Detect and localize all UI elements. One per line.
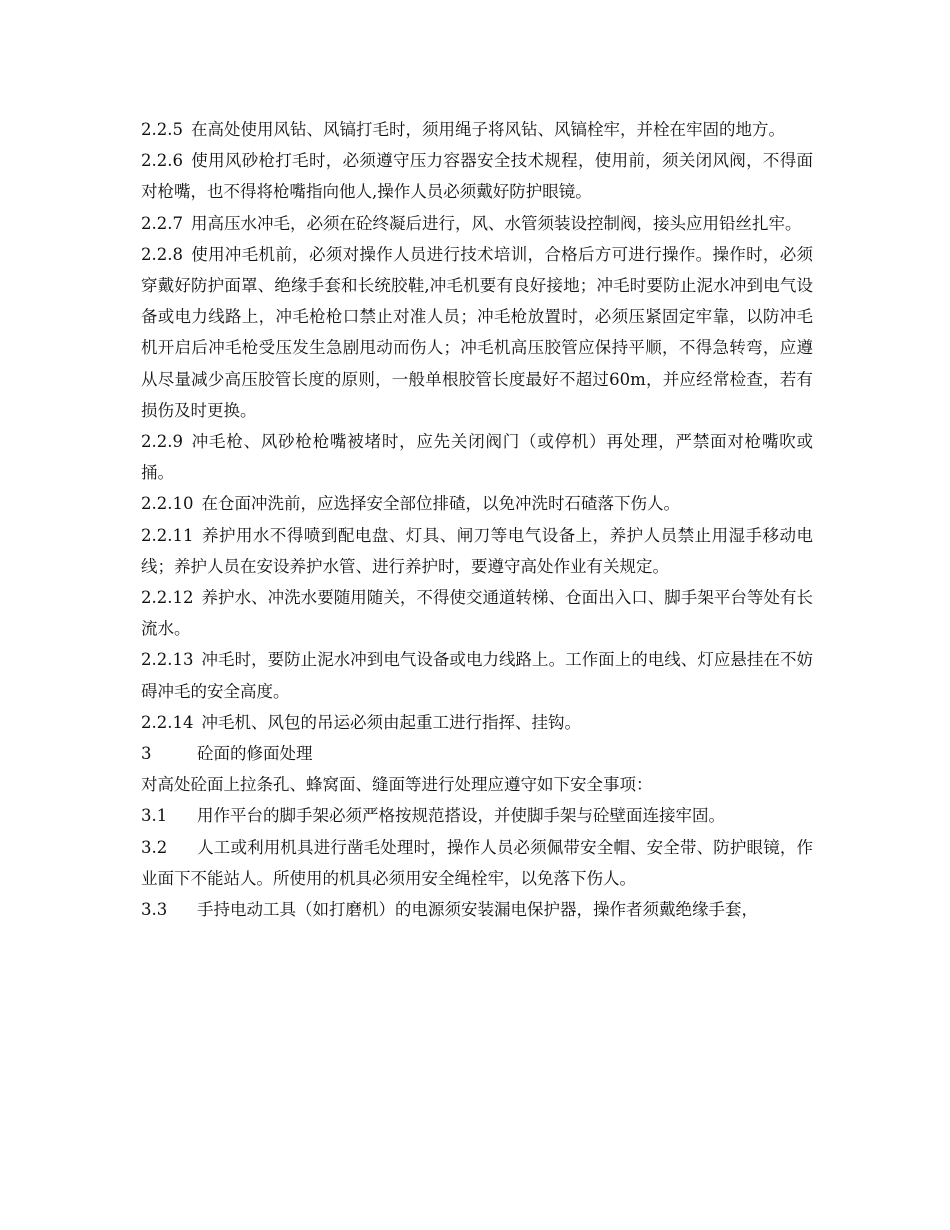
clause-number: 2.2.9	[141, 432, 183, 452]
paragraph-2-2-11	[141, 520, 813, 582]
clause-text: 养护用水不得喷到配电盘、灯具、闸刀等电气设备上，养护人员禁止用湿手移动电线；养护人员在安设养护水管、进行养护时，要遵守高处作业有关规定。	[141, 525, 813, 576]
clause-text: 冲毛枪、风砂枪枪嘴被堵时，应先关闭阀门（或停机）再处理，严禁面对枪嘴吹或捅。	[141, 432, 813, 483]
clause-text: 冲毛时，要防止泥水冲到电气设备或电力线路上。工作面上的电线、灯应悬挂在不妨碍冲毛的安全高度。	[141, 650, 813, 701]
clause-number: 2.2.14	[141, 712, 194, 732]
clause-number: 2.2.13	[141, 650, 194, 670]
paragraph-2-2-14	[141, 707, 813, 738]
paragraph-3-3	[141, 894, 813, 925]
paragraph-2-2-9	[141, 426, 813, 488]
clause-number: 2.2.5	[141, 120, 183, 139]
paragraph-2-2-7	[141, 208, 813, 239]
paragraph-3-2	[141, 832, 813, 894]
clause-text: 手持电动工具（如打磨机）的电源须安装漏电保护器，操作者须戴绝缘手套，	[197, 900, 758, 920]
paragraph-2-2-13	[141, 644, 813, 706]
clause-number: 3.2	[141, 837, 168, 857]
paragraph-3-1	[141, 800, 813, 831]
document-page	[141, 114, 813, 925]
clause-text: 用作平台的脚手架必须严格按规范搭设，并使脚手架与砼壁面连接牢固。	[197, 806, 725, 826]
section-number: 3	[141, 744, 152, 764]
section-heading-3	[141, 738, 813, 769]
clause-number: 3.3	[141, 900, 168, 920]
clause-text: 在高处使用风钻、风镐打毛时，须用绳子将风钻、风镐栓牢，并栓在牢固的地方。	[190, 120, 785, 139]
clause-text: 使用风砂枪打毛时，必须遵守压力容器安全技术规程，使用前，须关闭风阀，不得面对枪嘴，也不得将枪嘴指向他人,操作人员必须戴好防护眼镜。	[141, 151, 813, 202]
clause-text: 在仓面冲洗前，应选择安全部位排碴，以免冲洗时石碴落下伤人。	[201, 494, 680, 514]
clause-text: 使用冲毛机前，必须对操作人员进行技术培训，合格后方可进行操作。操作时，必须穿戴好防护面罩、绝缘手套和长统胶鞋,冲毛机要有良好接地；冲毛时要防止泥水冲到电气设备或电力线路上，冲毛枪枪口禁止对准人员；冲毛枪放置时，必须压紧固定牢靠，以防冲毛机开启后冲毛枪受压发生急剧甩动而伤人；冲毛机高压胶管应保持平顺，不得急转弯，应遵从尽量减少高压胶管长度的原则，一般单根胶管长度最好不超过60m，并应经常检查，若有损伤及时更换。	[141, 244, 813, 420]
paragraph-2-2-6	[141, 145, 813, 207]
section-intro	[141, 769, 813, 800]
clause-text: 人工或利用机具进行凿毛处理时，操作人员必须佩带安全帽、安全带、防护眼镜，作业面下不能站人。所使用的机具必须用安全绳栓牢，以免落下伤人。	[141, 837, 813, 888]
section-title: 砼面的修面处理	[197, 744, 313, 764]
clause-text: 用高压水冲毛，必须在砼终凝后进行，风、水管须装设控制阀，接头应用铅丝扎牢。	[190, 213, 802, 233]
clause-text: 冲毛机、风包的吊运必须由起重工进行指挥、挂钩。	[201, 712, 581, 732]
clause-number: 2.2.8	[141, 244, 183, 264]
clause-number: 3.1	[141, 806, 168, 826]
clause-number: 2.2.7	[141, 213, 183, 233]
clause-number: 2.2.10	[141, 494, 194, 514]
clause-number: 2.2.6	[141, 151, 183, 171]
intro-text: 对高处砼面上拉条孔、蜂窝面、缝面等进行处理应遵守如下安全事项：	[141, 775, 653, 795]
paragraph-2-2-12	[141, 582, 813, 644]
clause-text: 养护水、冲洗水要随用随关，不得使交通道转梯、仓面出入口、脚手架平台等处有长流水。	[141, 588, 813, 639]
paragraph-2-2-10	[141, 488, 813, 519]
paragraph-2-2-5	[141, 114, 813, 145]
clause-number: 2.2.11	[141, 525, 194, 545]
clause-number: 2.2.12	[141, 588, 194, 608]
paragraph-2-2-8	[141, 239, 813, 426]
